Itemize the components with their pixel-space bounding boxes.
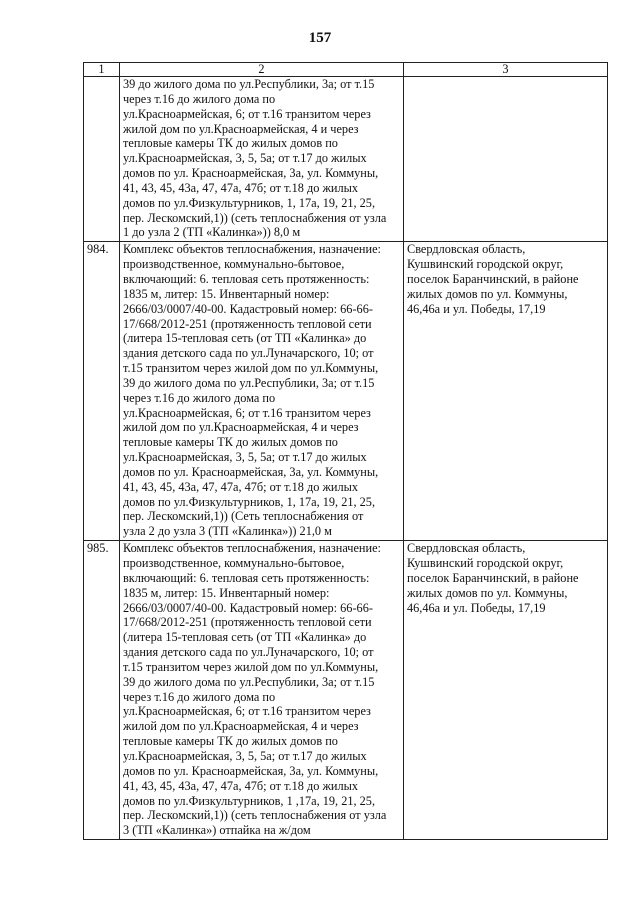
header-col-2: 2 [120, 63, 404, 77]
description-line: домов по ул. Красноармейская, 3а, ул. Коммуны, [123, 763, 379, 778]
location-line: Свердловская область, [407, 242, 526, 257]
description-line: 1835 м, литер: 15. Инвентарный номер: [123, 585, 330, 600]
location-line: Кушвинский городской округ, [407, 257, 564, 272]
description-line: 41, 43, 45, 43а, 47, 47а, 47б; от т.18 до жилых [123, 479, 359, 494]
description-line: через т.16 до жилого дома по [123, 689, 276, 704]
table-header-row [84, 63, 608, 77]
location-line: поселок Баранчинский, в районе [407, 271, 579, 286]
description-line: жилой дом по ул.Красноармейская, 4 и через [123, 121, 359, 136]
description-cell [120, 541, 404, 840]
description-line: 41, 43, 45, 43а, 47, 47а, 47б; от т.18 до жилых [123, 180, 359, 195]
description-line: включающий: 6. тепловая сеть протяженность: [123, 271, 370, 286]
description-line: 2666/03/0007/40-00. Кадастровый номер: 66-66- [123, 600, 373, 615]
location-cell [404, 242, 608, 541]
property-table [83, 62, 608, 840]
description-line: т.15 транзитом через жилой дом по ул.Коммуны, [123, 361, 379, 376]
description-line: 39 до жилого дома по ул.Республики, 3а; от т.15 [123, 375, 375, 390]
page-number: 157 [308, 30, 332, 46]
description-cell [120, 242, 404, 541]
description-line: ул.Красноармейская, 6; от т.16 транзитом через [123, 405, 371, 420]
description-line: пер. Лескомский,1)) (Сеть теплоснабжения от [123, 509, 364, 524]
description-line: ул.Красноармейская, 3, 5, 5а; от т.17 до жилых [123, 450, 367, 465]
description-line: 3 (ТП «Калинка») отпайка на ж/дом [123, 823, 311, 838]
description-line: домов по ул.Физкультурников, 1 ,17а, 19, 21, 25, [123, 793, 376, 808]
row-number-cell: 984. [84, 242, 120, 541]
description-line: пер. Лескомский,1)) (сеть теплоснабжения от узла [123, 210, 387, 225]
description-line: через т.16 до жилого дома по [123, 91, 276, 106]
description-line: ул.Красноармейская, 6; от т.16 транзитом через [123, 106, 371, 121]
description-line: (литера 15-тепловая сеть (от ТП «Калинка» до [123, 331, 367, 346]
description-line: тепловые камеры ТК до жилых домов по [123, 734, 338, 749]
description-line: ул.Красноармейская, 3, 5, 5а; от т.17 до жилых [123, 151, 367, 166]
table-row [84, 242, 608, 541]
description-line: жилой дом по ул.Красноармейская, 4 и через [123, 719, 359, 734]
description-line: 2666/03/0007/40-00. Кадастровый номер: 66-66- [123, 301, 373, 316]
location-line: Кушвинский городской округ, [407, 556, 564, 570]
description-line: 39 до жилого дома по ул.Республики, 3а; от т.15 [123, 77, 375, 91]
description-line: 17/668/2012-251 (протяженность тепловой сети [123, 316, 372, 331]
description-line: здания детского сада по ул.Луначарского, 10; от [123, 346, 374, 361]
description-line: 39 до жилого дома по ул.Республики, 3а; от т.15 [123, 674, 375, 689]
description-line: через т.16 до жилого дома по [123, 390, 276, 405]
header-col-1: 1 [84, 63, 120, 77]
description-line: домов по ул. Красноармейская, 3а, ул. Коммуны, [123, 166, 379, 181]
description-line: пер. Лескомский,1)) (сеть теплоснабжения от узла [123, 808, 387, 823]
description-line: тепловые камеры ТК до жилых домов по [123, 435, 338, 450]
row-number-cell: 985. [84, 541, 120, 840]
description-line: Комплекс объектов теплоснабжения, назначение: [123, 541, 381, 556]
description-cell [120, 77, 404, 242]
description-line: ул.Красноармейская, 3, 5, 5а; от т.17 до жилых [123, 748, 367, 763]
description-line: жилой дом по ул.Красноармейская, 4 и через [123, 420, 359, 435]
location-line: жилых домов по ул. Коммуны, [407, 585, 568, 600]
table-body [84, 77, 608, 840]
header-col-3: 3 [404, 63, 608, 77]
description-line: 1 до узла 2 (ТП «Калинка»)) 8,0 м [123, 225, 301, 240]
description-line: производственное, коммунально-бытовое, [123, 257, 345, 272]
location-line: жилых домов по ул. Коммуны, [407, 286, 568, 301]
description-line: 17/668/2012-251 (протяженность тепловой сети [123, 615, 372, 630]
row-number-cell [84, 77, 120, 242]
description-line: т.15 транзитом через жилой дом по ул.Коммуны, [123, 659, 379, 674]
description-line: домов по ул.Физкультурников, 1, 17а, 19, 21, 25, [123, 195, 376, 210]
description-line: производственное, коммунально-бытовое, [123, 556, 345, 570]
description-line: домов по ул. Красноармейская, 3а, ул. Коммуны, [123, 464, 379, 479]
table-row [84, 77, 608, 242]
description-line: включающий: 6. тепловая сеть протяженность: [123, 570, 370, 585]
description-line: Комплекс объектов теплоснабжения, назначение: [123, 242, 381, 257]
table-row [84, 541, 608, 840]
description-line: (литера 15-тепловая сеть (от ТП «Калинка» до [123, 630, 367, 645]
description-line: здания детского сада по ул.Луначарского, 10; от [123, 645, 374, 660]
location-line: 46,46а и ул. Победы, 17,19 [407, 301, 546, 316]
description-line: тепловые камеры ТК до жилых домов по [123, 136, 338, 151]
description-line: ул.Красноармейская, 6; от т.16 транзитом через [123, 704, 371, 719]
description-line: узла 2 до узла 3 (ТП «Калинка»)) 21,0 м [123, 524, 332, 539]
location-cell [404, 541, 608, 840]
description-line: домов по ул.Физкультурников, 1, 17а, 19, 21, 25, [123, 494, 376, 509]
description-line: 1835 м, литер: 15. Инвентарный номер: [123, 286, 330, 301]
location-line: поселок Баранчинский, в районе [407, 570, 579, 585]
description-line: 41, 43, 45, 43а, 47, 47а, 47б; от т.18 до жилых [123, 778, 359, 793]
location-line: 46,46а и ул. Победы, 17,19 [407, 600, 546, 615]
location-cell [404, 77, 608, 242]
location-line: Свердловская область, [407, 541, 526, 556]
